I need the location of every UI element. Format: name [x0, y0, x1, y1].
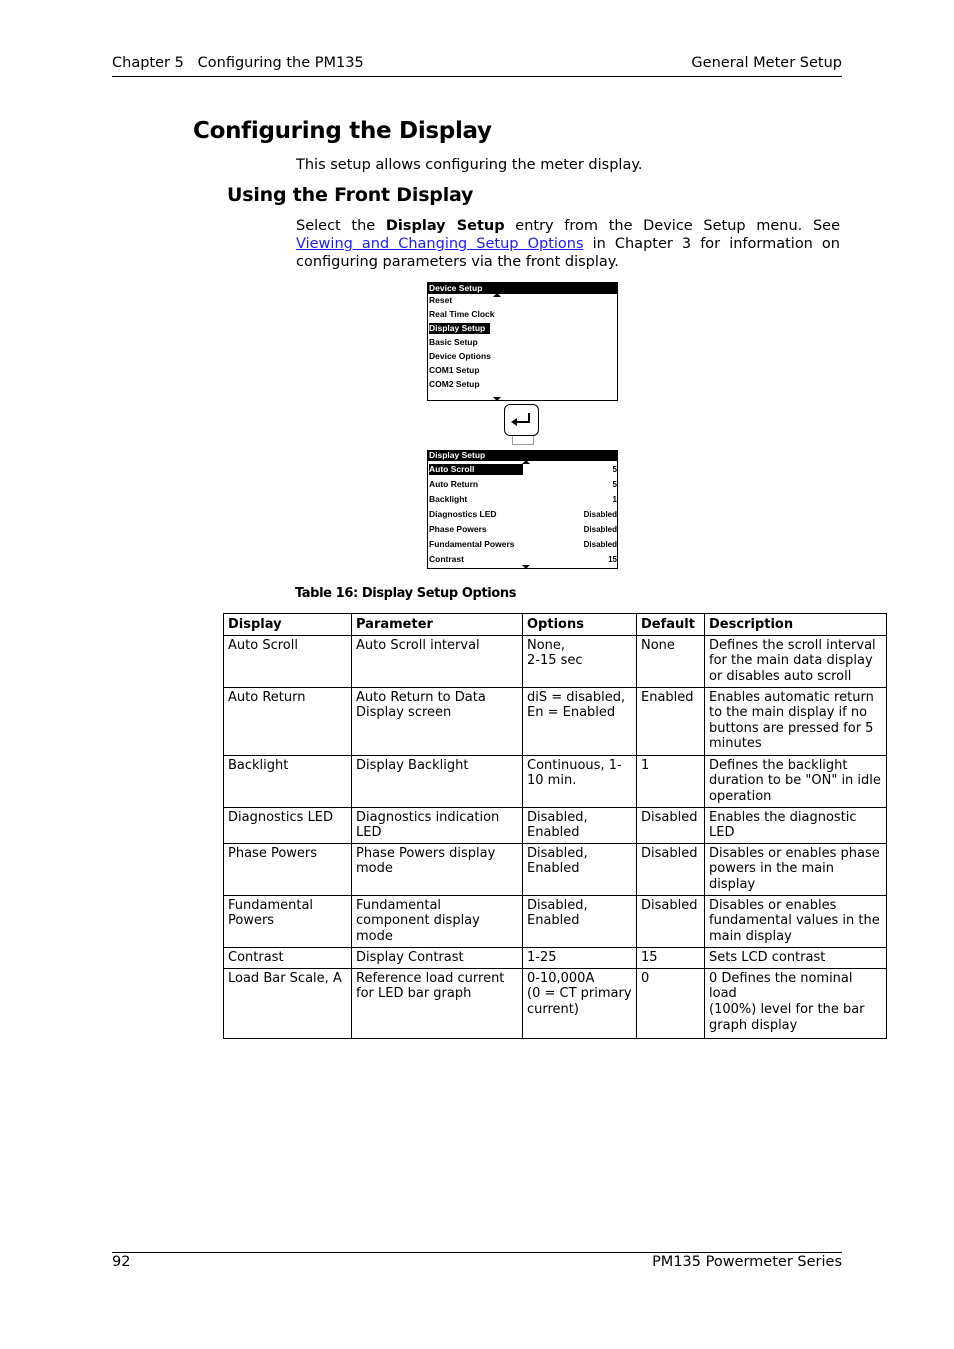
lcd-setting-label: Auto Return: [429, 479, 479, 489]
lcd-menu-item: COM1 Setup: [429, 365, 480, 375]
table-header-cell: Options: [523, 614, 637, 636]
page-header: [112, 54, 842, 77]
scroll-up-icon: [522, 460, 530, 464]
lcd-setting-label: Auto Scroll: [429, 464, 523, 475]
table-cell: Enabled: [637, 687, 705, 755]
table-cell: Disabled, Enabled: [523, 843, 637, 895]
table-cell: Defines the backlight duration to be "ON" in idle operation: [705, 755, 887, 807]
table-cell: Disables or enables fundamental values in the main display: [705, 895, 887, 947]
table-cell: 1: [637, 755, 705, 807]
table-cell: Sets LCD contrast: [705, 947, 887, 968]
para-bold-term: Display Setup: [385, 218, 505, 234]
page-footer: [112, 1252, 842, 1270]
table-cell: Fundamental Powers: [224, 895, 352, 947]
enter-key-icon: [504, 404, 539, 436]
table-cell: Phase Powers: [224, 843, 352, 895]
table-header-cell: Parameter: [352, 614, 523, 636]
lcd-setting-label: Contrast: [429, 554, 464, 564]
table-cell: None, 2-15 sec: [523, 635, 637, 687]
table-cell: Phase Powers display mode: [352, 843, 523, 895]
lcd-setting-value: 5: [612, 480, 617, 489]
table-row: [224, 843, 887, 895]
scroll-down-icon: [522, 565, 530, 569]
table-cell: Auto Scroll: [224, 635, 352, 687]
table-cell: Fundamental component display mode: [352, 895, 523, 947]
enter-arrow-icon: [505, 405, 538, 435]
lcd-setting-value: 1: [612, 495, 617, 504]
table-cell: Defines the scroll interval for the main data display or disables auto scroll: [705, 635, 887, 687]
table-header-row: [224, 614, 887, 636]
lcd-setting-value: Disabled: [583, 540, 617, 549]
key-shadow: [512, 436, 534, 445]
table-row: [224, 947, 887, 968]
table-cell: Auto Return: [224, 687, 352, 755]
table-cell: Enables the diagnostic LED: [705, 807, 887, 843]
table-header-cell: Default: [637, 614, 705, 636]
lcd-menu-item: Display Setup: [429, 323, 490, 334]
lcd-setting-label: Phase Powers: [429, 524, 487, 534]
table-row: [224, 755, 887, 807]
lcd-menu-item: Reset: [429, 295, 453, 305]
table-cell: Backlight: [224, 755, 352, 807]
footer-series: PM135 Powermeter Series: [652, 1254, 842, 1270]
para-text-mid: entry from the Device Setup menu. See: [504, 218, 840, 234]
table-cell: Disabled: [637, 895, 705, 947]
table-cell: Auto Return to Data Display screen: [352, 687, 523, 755]
table-cell: Diagnostics LED: [224, 807, 352, 843]
table-cell: Continuous, 1-10 min.: [523, 755, 637, 807]
section-title: Configuring the Display: [193, 118, 492, 144]
setup-options-link[interactable]: Viewing and Changing Setup Options: [296, 236, 584, 252]
table-cell: Display Contrast: [352, 947, 523, 968]
lcd-setting-label: Fundamental Powers: [429, 539, 515, 549]
instruction-paragraph: [296, 217, 840, 271]
lcd-setting-value: Disabled: [583, 525, 617, 534]
table-cell: Disabled: [637, 807, 705, 843]
lcd-title: Device Setup: [428, 283, 617, 294]
header-section: General Meter Setup: [691, 55, 842, 71]
table-cell: Disabled, Enabled: [523, 807, 637, 843]
table-row: [224, 895, 887, 947]
lcd-setting-label: Backlight: [429, 494, 468, 504]
table-header-cell: Description: [705, 614, 887, 636]
lcd-display-setup: [427, 450, 618, 569]
scroll-up-icon: [493, 293, 501, 297]
para-text-pre: Select the: [296, 218, 386, 234]
lcd-setting-value: 15: [608, 555, 617, 564]
para-text-post: in Chapter 3 for information on configuring parameters via the front display.: [296, 236, 840, 270]
table-cell: Contrast: [224, 947, 352, 968]
lcd-setting-value: Disabled: [583, 510, 617, 519]
page-number: 92: [112, 1254, 131, 1270]
table-cell: Load Bar Scale, A: [224, 968, 352, 1038]
lcd-menu-item: Device Options: [429, 351, 491, 361]
table-row: [224, 807, 887, 843]
table-cell: Enables automatic return to the main display if no buttons are pressed for 5 minutes: [705, 687, 887, 755]
table-caption: Table 16: Display Setup Options: [295, 586, 517, 601]
lcd-menu-item: Basic Setup: [429, 337, 478, 347]
lcd-device-setup: [427, 282, 618, 401]
table-cell: Disabled: [637, 843, 705, 895]
table-cell: 1-25: [523, 947, 637, 968]
table-cell: Reference load current for LED bar graph: [352, 968, 523, 1038]
lcd-menu-item: COM2 Setup: [429, 379, 480, 389]
lcd-setting-value: 5: [612, 465, 617, 474]
table-cell: Disables or enables phase powers in the main display: [705, 843, 887, 895]
table-cell: Diagnostics indication LED: [352, 807, 523, 843]
table-cell: 15: [637, 947, 705, 968]
display-setup-options-table: [223, 613, 887, 1039]
lcd-setting-label: Diagnostics LED: [429, 509, 497, 519]
table-row: [224, 635, 887, 687]
table-header-cell: Display: [224, 614, 352, 636]
intro-text: This setup allows configuring the meter display.: [296, 157, 643, 173]
table-cell: Auto Scroll interval: [352, 635, 523, 687]
lcd-menu-item: Real Time Clock: [429, 309, 495, 319]
table-cell: diS = disabled, En = Enabled: [523, 687, 637, 755]
table-cell: 0: [637, 968, 705, 1038]
table-cell: Display Backlight: [352, 755, 523, 807]
table-row: [224, 687, 887, 755]
table-cell: Disabled, Enabled: [523, 895, 637, 947]
scroll-down-icon: [493, 397, 501, 401]
header-chapter: Chapter 5 Configuring the PM135: [112, 55, 364, 71]
lcd-title: Display Setup: [428, 450, 617, 461]
table-cell: None: [637, 635, 705, 687]
table-cell: 0 Defines the nominal load (100%) level for the bar graph display: [705, 968, 887, 1038]
table-cell: 0-10,000A (0 = CT primary current): [523, 968, 637, 1038]
table-row: [224, 968, 887, 1038]
subsection-title: Using the Front Display: [227, 184, 474, 206]
